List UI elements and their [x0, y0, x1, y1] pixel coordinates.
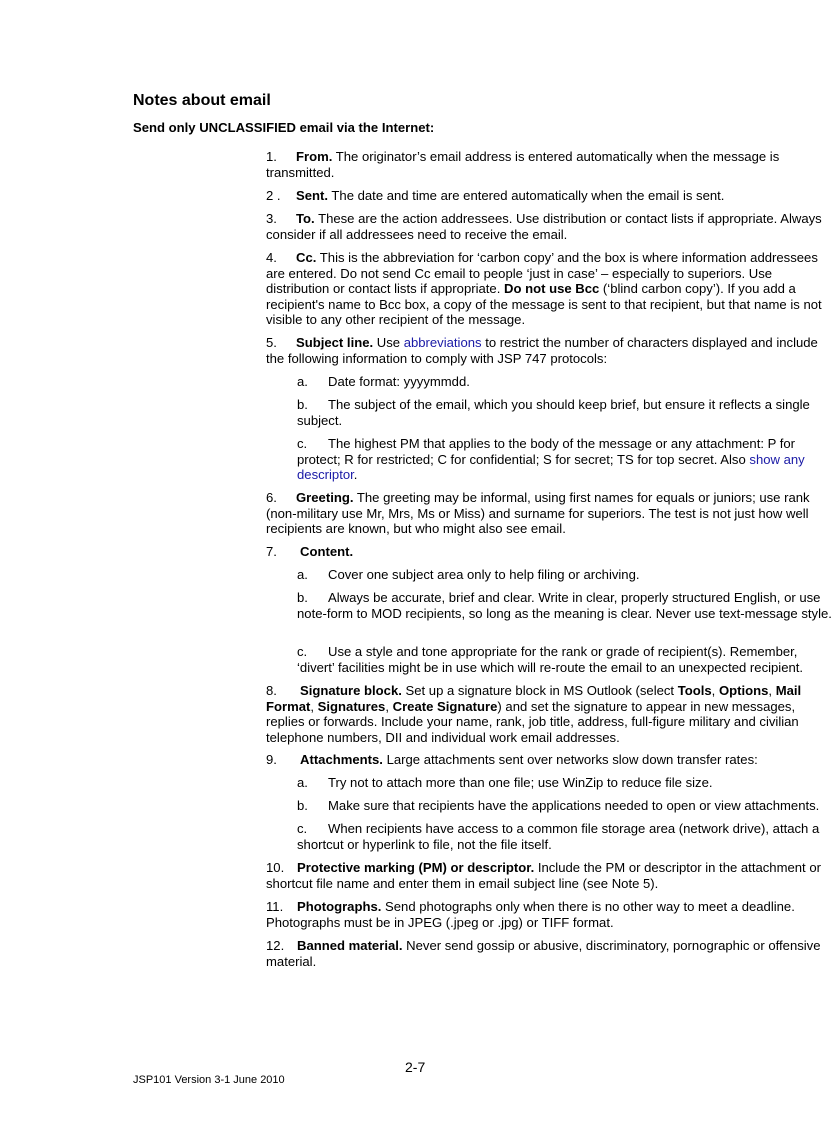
note-number: 10.: [266, 860, 285, 875]
note-text: to restrict the number of characters displayed and include the following information to comply with JSP 747 protocols:: [266, 335, 818, 366]
note-text: (‘blind carbon copy’). If you add a recipient's name to Bcc box, a copy of the message is sent to that recipient, but that name is not visible to any other recipient of the message.: [266, 281, 822, 327]
note-text: Use: [373, 335, 404, 350]
note-9b: [297, 798, 837, 814]
abbreviations-link[interactable]: abbreviations: [403, 335, 482, 350]
note-text: ) and set the signature to appear in new messages, replies or forwards. Include your name, rank, job title, address, full-figure military and civilian telephone numbers, DII and individual work email addresses.: [266, 698, 799, 745]
sub-number: a.: [297, 567, 308, 582]
note-text: Large attachments sent over networks slow down transfer rates:: [382, 752, 758, 767]
note-12: [266, 938, 836, 969]
sub-text: Make sure that recipients have the applications needed to open or view attachments.: [328, 798, 820, 813]
note-2: [266, 188, 836, 204]
note-7: [266, 544, 836, 560]
note-number: 6.: [266, 490, 277, 505]
note-number: 4.: [266, 250, 277, 265]
menu-tools: Tools: [677, 683, 712, 698]
sub-text: The subject of the email, which you should keep brief, but ensure it reflects a single subject.: [297, 397, 810, 428]
note-number: 8.: [266, 683, 277, 698]
sep: ,: [385, 698, 393, 714]
sub-text: Try not to attach more than one file; use WinZip to reduce file size.: [328, 775, 713, 790]
note-9: [266, 752, 836, 768]
note-number: 11.: [266, 899, 284, 914]
note-10: [266, 860, 836, 891]
note-number: 9.: [266, 752, 277, 767]
sub-number: b.: [297, 397, 308, 412]
note-number: 7.: [266, 544, 277, 559]
note-number: 12.: [266, 938, 285, 953]
note-text: The originator’s email address is entered automatically when the message is transmitted.: [266, 149, 780, 180]
note-5: [266, 335, 836, 366]
note-heading: To.: [296, 211, 315, 226]
sub-text: The highest PM that applies to the body of the message or any attachment: P for protect; R for restricted; C for confidential; S for secret; TS for top secret. Also: [297, 436, 796, 467]
note-7c: [297, 644, 837, 675]
note-heading: Greeting.: [296, 490, 354, 505]
note-11: [266, 899, 836, 930]
sub-number: b.: [297, 798, 308, 813]
note-number: 3.: [266, 211, 277, 226]
note-number: 2 .: [266, 188, 281, 203]
note-text: Never send gossip or abusive, discriminatory, pornographic or offensive material.: [266, 938, 821, 969]
note-text: The date and time are entered automatically when the email is sent.: [328, 188, 725, 203]
note-7b: [297, 590, 837, 621]
note-text: These are the action addressees. Use distribution or contact lists if appropriate. Always consider if all addressees need to receive the email.: [266, 211, 822, 242]
document-version: JSP101 Version 3-1 June 2010: [133, 1074, 285, 1086]
sub-text: Date format: yyyymmdd.: [328, 374, 470, 389]
sub-number: a.: [297, 775, 308, 790]
note-1: [266, 149, 836, 180]
note-bold-phrase: Do not use Bcc: [503, 281, 600, 296]
sub-number: c.: [297, 644, 308, 659]
sub-number: c.: [297, 436, 308, 451]
sep: ,: [310, 698, 318, 714]
note-9c: [297, 821, 837, 852]
sub-text-end: .: [353, 467, 358, 482]
menu-mail-format: Mail Format: [266, 683, 802, 714]
sub-text: Cover one subject area only to help filing or archiving.: [328, 567, 640, 582]
note-9a: [297, 775, 837, 791]
note-heading: Protective marking (PM) or descriptor.: [297, 860, 535, 875]
page-number: 2-7: [405, 1059, 426, 1075]
note-4: [266, 250, 836, 328]
note-text: Send photographs only when there is no other way to meet a deadline. Photographs must be in JPEG (.jpeg or .jpg) or TIFF format.: [266, 899, 795, 930]
note-6: [266, 490, 836, 537]
note-heading: Sent.: [296, 188, 329, 203]
note-5b: [297, 397, 837, 428]
note-5a: [297, 374, 837, 390]
sub-text: Always be accurate, brief and clear. Write in clear, properly structured English, or use note-form to MOD recipients, so long as the meaning is clear. Never use text-message style.: [297, 590, 832, 621]
note-text: The greeting may be informal, using first names for equals or juniors; use rank (non-military use Mr, Mrs, Ms or Miss) and surname for superiors. The test is not just how well recipients are known, but who might also see email.: [266, 490, 810, 536]
note-text: Include the PM or descriptor in the attachment or shortcut file name and enter them in email subject line (see Note 5).: [266, 860, 821, 891]
sub-number: c.: [297, 821, 308, 836]
sep: ,: [768, 683, 776, 698]
menu-options: Options: [718, 683, 769, 698]
note-heading: Banned material.: [297, 938, 403, 953]
note-heading: Attachments.: [300, 752, 383, 767]
note-5c: [297, 436, 837, 483]
note-heading: Content.: [300, 544, 354, 559]
page-subtitle: Send only UNCLASSIFIED email via the Internet:: [133, 120, 435, 135]
menu-signatures: Signatures: [317, 698, 386, 714]
note-heading: Cc.: [296, 250, 317, 265]
note-text: This is the abbreviation for ‘carbon copy’ and the box is where information addressees are entered. Do not send Cc email to people ‘just in case’ – especially to superiors. Use distribution or contact lists if appropriate.: [266, 250, 818, 296]
note-8: [266, 683, 836, 745]
sub-text: Use a style and tone appropriate for the rank or grade of recipient(s). Remember, ‘divert’ facilities might be in use which will re-route the email to an unexpected recipient.: [297, 644, 804, 675]
show-descriptor-link[interactable]: show any descriptor: [297, 451, 805, 482]
note-heading: Photographs.: [297, 899, 382, 914]
sub-number: b.: [297, 590, 308, 605]
note-heading: Signature block.: [300, 683, 402, 698]
note-number: 5.: [266, 335, 277, 350]
menu-create-signature: Create Signature: [392, 698, 498, 714]
note-number: 1.: [266, 149, 277, 164]
note-text: Set up a signature block in MS Outlook (select: [401, 683, 678, 698]
note-7a: [297, 567, 837, 583]
sub-text: When recipients have access to a common file storage area (network drive), attach a shortcut or hyperlink to file, not the file itself.: [297, 821, 820, 852]
note-3: [266, 211, 836, 242]
note-heading: Subject line.: [296, 335, 374, 350]
note-heading: From.: [296, 149, 333, 164]
sep: ,: [711, 683, 719, 698]
page-title: Notes about email: [133, 92, 271, 109]
sub-number: a.: [297, 374, 308, 389]
